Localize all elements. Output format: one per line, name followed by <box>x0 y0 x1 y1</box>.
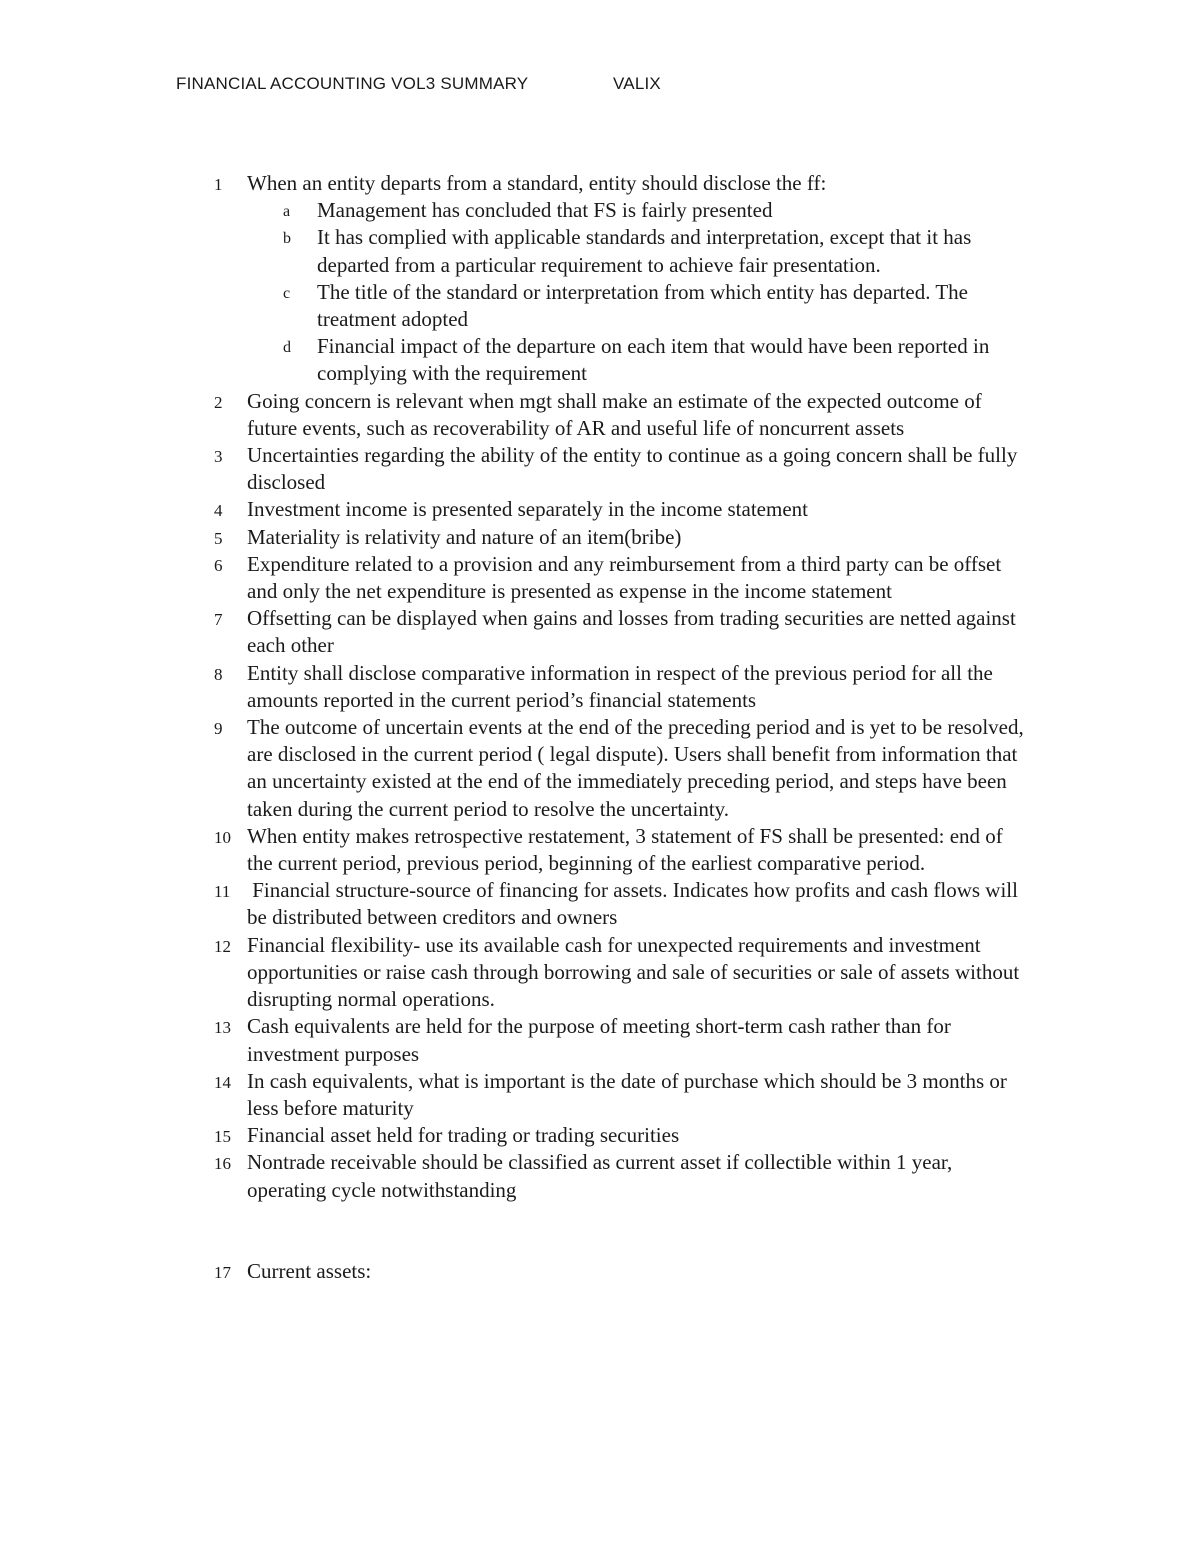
item-number: 17 <box>214 1262 231 1282</box>
list-item-1 <box>0 170 1200 197</box>
item-number: 8 <box>214 664 223 684</box>
document-title: FINANCIAL ACCOUNTING VOL3 SUMMARY <box>176 74 529 93</box>
document-header <box>176 74 661 94</box>
sub-item-letter: a <box>283 203 291 221</box>
sub-item-text: It has complied with applicable standards and interpretation, except that it has departed from a particular requirement to achieve fair presentation. <box>317 225 972 277</box>
list-item-6 <box>0 551 1200 605</box>
sub-item-letter: d <box>283 339 291 357</box>
item-text: Going concern is relevant when mgt shall make an estimate of the expected outcome of future events, such as recoverability of AR and useful life of noncurrent assets <box>247 388 982 440</box>
item-text: Cash equivalents are held for the purpose of meeting short-term cash rather than for investment purposes <box>247 1014 951 1066</box>
sub-item-letter: c <box>283 284 291 302</box>
item-text: The outcome of uncertain events at the end of the preceding period and is yet to be resolved, are disclosed in the current period ( legal dispute). Users shall benefit from information that an uncertainty existed at the end of the immediately preceding period, and steps have been taken during the current period to resolve the uncertainty. <box>247 715 1024 821</box>
list-item-12 <box>0 932 1200 1014</box>
item-text: Financial structure-source of financing for assets. Indicates how profits and cash flows will be distributed between creditors and owners <box>247 878 1018 930</box>
sub-item-text: The title of the standard or interpretation from which entity has departed. The treatment adopted <box>317 279 968 332</box>
list-item-5 <box>0 524 1200 551</box>
sub-item-text: Management has concluded that FS is fairly presented <box>317 198 773 223</box>
item-text: Expenditure related to a provision and any reimbursement from a third party can be offset and only the net expenditure is presented as expense in the income statement <box>247 551 1002 604</box>
item-text: In cash equivalents, what is important is the date of purchase which should be 3 months or less before maturity <box>247 1068 1007 1120</box>
item-number: 16 <box>214 1154 231 1174</box>
item-text: Entity shall disclose comparative information in respect of the previous period for all the amounts reported in the current period’s financial statements <box>247 660 993 712</box>
list-item-2 <box>0 388 1200 442</box>
list-item-4 <box>0 496 1200 523</box>
item-number: 13 <box>214 1018 231 1038</box>
list-item-14 <box>0 1068 1200 1122</box>
sub-item-a <box>0 197 1200 224</box>
item-number: 12 <box>214 936 231 956</box>
item-number: 9 <box>214 719 223 739</box>
sub-item-text: Financial impact of the departure on each item that would have been reported in complying with the requirement <box>317 334 990 386</box>
list-item-16 <box>0 1149 1200 1203</box>
item-number: 1 <box>214 175 223 194</box>
item-text: Materiality is relativity and nature of an item(bribe) <box>247 524 682 549</box>
list-item-13 <box>0 1013 1200 1067</box>
item-number: 11 <box>214 882 231 902</box>
item-text: Financial asset held for trading or trading securities <box>247 1123 680 1148</box>
item-number: 10 <box>214 827 231 847</box>
item-number: 4 <box>214 501 223 521</box>
list-item-3 <box>0 442 1200 496</box>
item-text: Nontrade receivable should be classified as current asset if collectible within 1 year, operating cycle notwithstanding <box>247 1150 953 1202</box>
list-item-15 <box>0 1122 1200 1149</box>
sub-item-b <box>0 224 1200 278</box>
item-text: Uncertainties regarding the ability of the entity to continue as a going concern shall be fully disclosed <box>247 443 1018 495</box>
list-item-10 <box>0 823 1200 877</box>
item-text: Offsetting can be displayed when gains and losses from trading securities are netted against each other <box>247 606 1016 658</box>
list-item-11 <box>0 877 1200 931</box>
sub-item-d <box>0 333 1200 387</box>
item-number: 6 <box>214 555 223 575</box>
sub-item-letter: b <box>283 230 291 248</box>
list-item-8 <box>0 660 1200 714</box>
item-text: Current assets: <box>247 1258 372 1283</box>
sub-item-c <box>0 279 1200 333</box>
item-number: 14 <box>214 1072 231 1092</box>
list-item-7 <box>0 605 1200 659</box>
item-text: When an entity departs from a standard, entity should disclose the ff: <box>247 171 827 195</box>
summary-list <box>0 170 1200 1285</box>
item-number: 2 <box>214 392 223 412</box>
item-number: 15 <box>214 1127 231 1147</box>
item-text: Investment income is presented separately in the income statement <box>247 497 808 522</box>
item-number: 3 <box>214 447 223 467</box>
list-item-17 <box>0 1258 1200 1285</box>
item-number: 7 <box>214 610 223 630</box>
item-number: 5 <box>214 528 223 548</box>
document-author: VALIX <box>613 74 661 93</box>
item-text: When entity makes retrospective restatement, 3 statement of FS shall be presented: end of the current period, previous period, beginning of the earliest comparative period. <box>247 823 1003 876</box>
item-text: Financial flexibility- use its available cash for unexpected requirements and investment opportunities or raise cash through borrowing and sale of securities or sale of assets without disrupting normal operations. <box>247 932 1020 1012</box>
list-item-9 <box>0 714 1200 823</box>
